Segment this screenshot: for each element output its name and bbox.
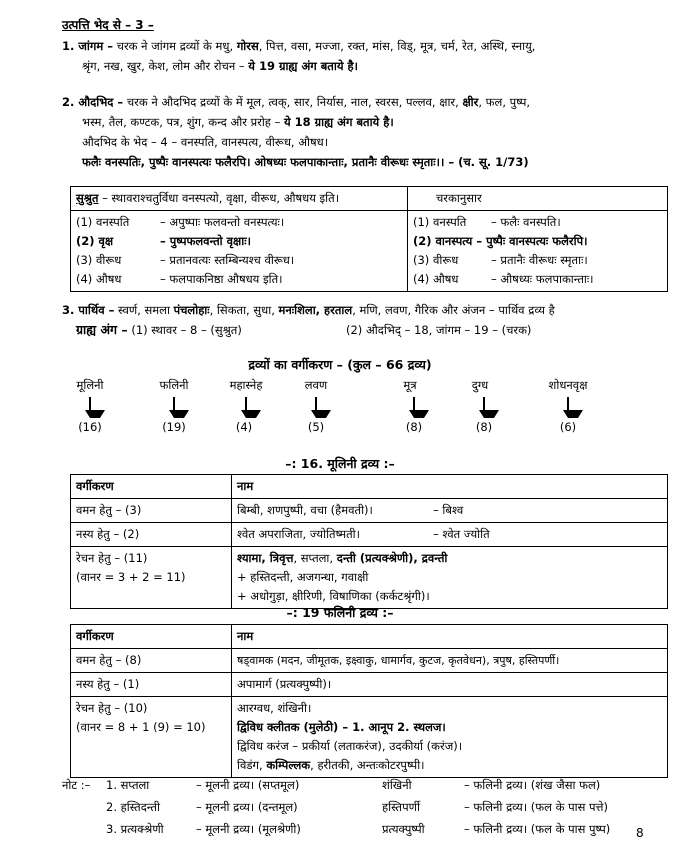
down-arrow-icon <box>315 397 317 411</box>
arrow-head-icon <box>409 410 429 418</box>
audbhid-label: 2. औदभिद – <box>62 95 124 109</box>
parthiv-text-bold: मनःशिला, हरताल <box>278 303 353 317</box>
sushruta-text: – स्थावराश्चतुर्विधा वनस्पत्यो, वृक्षा, वीरूध, औषधय इति। <box>98 191 340 205</box>
phalini-table <box>70 624 668 778</box>
down-arrow-icon <box>567 397 569 411</box>
parthiv-label: 3. पार्थिव – <box>62 303 115 317</box>
arrow-head-icon <box>311 410 331 418</box>
table-row <box>71 499 668 523</box>
audbhid-types: औदभिद के भेद – 4 – वनस्पति, वानस्पत्य, वीरूध, औषध। <box>82 135 329 149</box>
class-label: मूत्र <box>403 378 417 392</box>
charaka-list <box>408 211 668 292</box>
column-header: नाम <box>232 625 668 649</box>
audbhid-text-bold: क्षीर <box>462 95 479 109</box>
list-item: (4) औषध – औषध्यः फलपाकान्ताः। <box>413 272 594 286</box>
page-number: 8 <box>636 826 644 840</box>
mulini-table <box>70 474 668 609</box>
jangam-text-bold: ये 19 ग्राह्य अंग बताये है। <box>248 59 358 73</box>
note-item: – मूलनी द्रव्य। (सप्तमूल) <box>196 778 300 792</box>
down-arrow-icon <box>89 397 91 411</box>
sushruta-header <box>71 187 408 211</box>
parthiv-text: , सिकता, सुधा, <box>209 303 275 317</box>
phalini-title: –: 19 फलिनी द्रव्य :– <box>286 605 394 620</box>
down-arrow-icon <box>245 397 247 411</box>
jangam-text-bold: गोरस <box>236 39 259 53</box>
table-cell: श्वेत अपराजिता, ज्योतिष्मती। – श्वेत ज्योति <box>232 523 668 547</box>
table-row <box>71 673 668 697</box>
note-item: प्रत्यक्पुष्पी <box>382 822 425 836</box>
table-cell: श्यामा, त्रिवृत्त, सप्तला, दन्ती (प्रत्यक्श्रेणी), द्रवन्ती + हस्तिदन्ती, अजगन्धा, गवाक्षी + अधोगुड़ा, क्षीरिणी, विषाणिका (कर्कटश्रृंगी)। <box>232 547 668 609</box>
audbhid-text: , फल, पुष्प, <box>478 95 531 109</box>
jangam-text: , पित्त, वसा, मज्जा, रक्त, मांस, विड्, मूत्र, चर्म, रेत, अस्थि, स्नायु, <box>258 39 536 53</box>
comparison-table <box>70 186 668 292</box>
list-item: (1) वनस्पति – फलैः वनस्पति। <box>413 215 561 229</box>
class-count: (16) <box>78 420 102 434</box>
arrow-head-icon <box>241 410 261 418</box>
note-item: – मूलनी द्रव्य। (मूलश्रेणी) <box>196 822 301 836</box>
table-cell: आरग्वध, शंखिनी। द्विविध क्लीतक (मुलेठी) – 1. आनूप 2. स्थलज। द्विविध करंज – प्रकीर्या (लताकरंज), उदकीर्या (करंज)। विडंग, कम्पिल्लक, हरीतकी, अन्तःकोटरपुष्पी। <box>232 697 668 778</box>
down-arrow-icon <box>483 397 485 411</box>
column-header: वर्गीकरण <box>71 475 232 499</box>
table-cell: वमन हेतु – (3) <box>71 499 232 523</box>
column-header: वर्गीकरण <box>71 625 232 649</box>
audbhid-verse: फलैः वनस्पतिः, पुष्पैः वानस्पत्यः फलैरपि। ओषध्यः फलपाकान्ताः, प्रतानैः वीरूधः स्मृताः।। – (च. सू. 1/73) <box>82 155 529 169</box>
arrow-head-icon <box>479 410 499 418</box>
table-cell: नस्य हेतु – (1) <box>71 673 232 697</box>
audbhid-text-bold: ये 18 ग्राह्य अंग बताये है। <box>283 115 394 129</box>
down-arrow-icon <box>173 397 175 411</box>
down-arrow-icon <box>413 397 415 411</box>
table-row <box>71 649 668 673</box>
note-item: – फलिनी द्रव्य। (शंख जैसा फल) <box>464 778 601 792</box>
grahya-label: ग्राह्य अंग – <box>76 322 128 337</box>
list-item: (3) वीरूध – प्रतानैः वीरूधः स्मृताः। <box>413 253 588 267</box>
note-label: नोट :– <box>62 778 91 792</box>
arrow-head-icon <box>169 410 189 418</box>
class-count: (8) <box>405 420 423 434</box>
audbhid-text: भस्म, तैल, कण्टक, पत्र, शुंग, कन्द और प्ररोह – <box>82 115 281 129</box>
grahya-item: (1) स्थावर – 8 – (सुश्रुत) <box>131 323 242 337</box>
table-cell: अपामार्ग (प्रत्यक्पुष्पी)। <box>232 673 668 697</box>
section-heading: उत्पत्ति भेद से – 3 – <box>62 18 154 32</box>
table-row <box>71 697 668 778</box>
table-cell: रेचन हेतु – (11) (वानर = 3 + 2 = 11) <box>71 547 232 609</box>
class-label: महास्नेह <box>229 378 263 392</box>
grahya-item: (2) औदभिद् – 18, जांगम – 19 – (चरक) <box>346 323 532 337</box>
table-row <box>71 547 668 609</box>
note-item: – मूलनी द्रव्य। (दन्तमूल) <box>196 800 298 814</box>
class-count: (4) <box>235 420 253 434</box>
parthiv-text: स्वर्ण, समला <box>118 303 170 317</box>
note-item: 3. प्रत्यक्श्रेणी <box>106 822 164 836</box>
classification-title: द्रव्यों का वर्गीकरण – (कुल – 66 द्रव्य) <box>248 357 432 372</box>
class-label: शोधनवृक्ष <box>548 378 588 392</box>
table-cell: नस्य हेतु – (2) <box>71 523 232 547</box>
note-item: 2. हस्तिदन्ती <box>106 800 160 814</box>
list-item: (1) वनस्पति – अपुष्पाः फलवन्तो वनस्पत्यः। <box>76 215 285 229</box>
class-label: लवण <box>304 378 328 392</box>
table-cell: रेचन हेतु – (10) (वानर = 8 + 1 (9) = 10) <box>71 697 232 778</box>
list-item: (3) वीरूध – प्रतानवत्यः स्तम्बिन्यश्च वीरूध। <box>76 253 295 267</box>
audbhid-text: चरक ने औदभिद द्रव्यों के में मूल, त्वक्, सार, निर्यास, नाल, स्वरस, पल्लव, क्षार, <box>126 95 459 109</box>
jangam-label: 1. जांगम – <box>62 39 113 53</box>
list-item: (4) औषध – फलपाकनिष्ठा औषधय इति। <box>76 272 283 286</box>
list-item: (2) वृक्ष – पुष्पफलवन्तो वृक्षाः। <box>76 234 251 248</box>
parthiv-text: , मणि, लवण, गैरिक और अंजन – पार्थिव द्रव्य है <box>352 303 555 317</box>
note-item: शंखिनी <box>382 778 412 792</box>
jangam-text: चरक ने जांगम द्रव्यों के मधु, <box>116 39 234 53</box>
arrow-head-icon <box>85 410 105 418</box>
class-count: (19) <box>162 420 186 434</box>
class-count: (8) <box>475 420 493 434</box>
note-item: हस्तिपर्णी <box>382 800 420 814</box>
note-item: 1. सप्तला <box>106 778 150 792</box>
charaka-header: चरकानुसार <box>408 187 668 211</box>
class-count: (6) <box>559 420 577 434</box>
sushruta-label: सुश्रुत <box>76 191 99 205</box>
class-count: (5) <box>307 420 325 434</box>
table-cell: बिम्बी, शणपुष्पी, वचा (हैमवती)। – बिश्व <box>232 499 668 523</box>
list-item: (2) वानस्पत्य – पुष्पैः वानस्पत्यः फलैरपि। <box>413 234 588 248</box>
class-label: दुग्ध <box>471 378 489 392</box>
jangam-text: श्रृंग, नख, खुर, केश, लोम और रोचन – <box>82 59 245 73</box>
table-row <box>71 523 668 547</box>
note-item: – फलिनी द्रव्य। (फल के पास पत्ते) <box>464 800 608 814</box>
parthiv-text-bold: पंचलोहाः <box>173 303 210 317</box>
table-cell: वमन हेतु – (8) <box>71 649 232 673</box>
note-item: – फलिनी द्रव्य। (फल के पास पुष्प) <box>464 822 611 836</box>
class-label: फलिनी <box>159 378 189 392</box>
arrow-head-icon <box>563 410 583 418</box>
sushruta-list <box>71 211 408 292</box>
column-header: नाम <box>232 475 668 499</box>
mulini-title: –: 16. मूलिनी द्रव्य :– <box>285 456 395 471</box>
table-cell: षड्वामक (मदन, जीमूतक, इक्ष्वाकु, धामार्गव, कुटज, कृतवेधन), त्रपुष, हस्तिपर्णी। <box>232 649 668 673</box>
class-label: मूलिनी <box>76 378 104 392</box>
